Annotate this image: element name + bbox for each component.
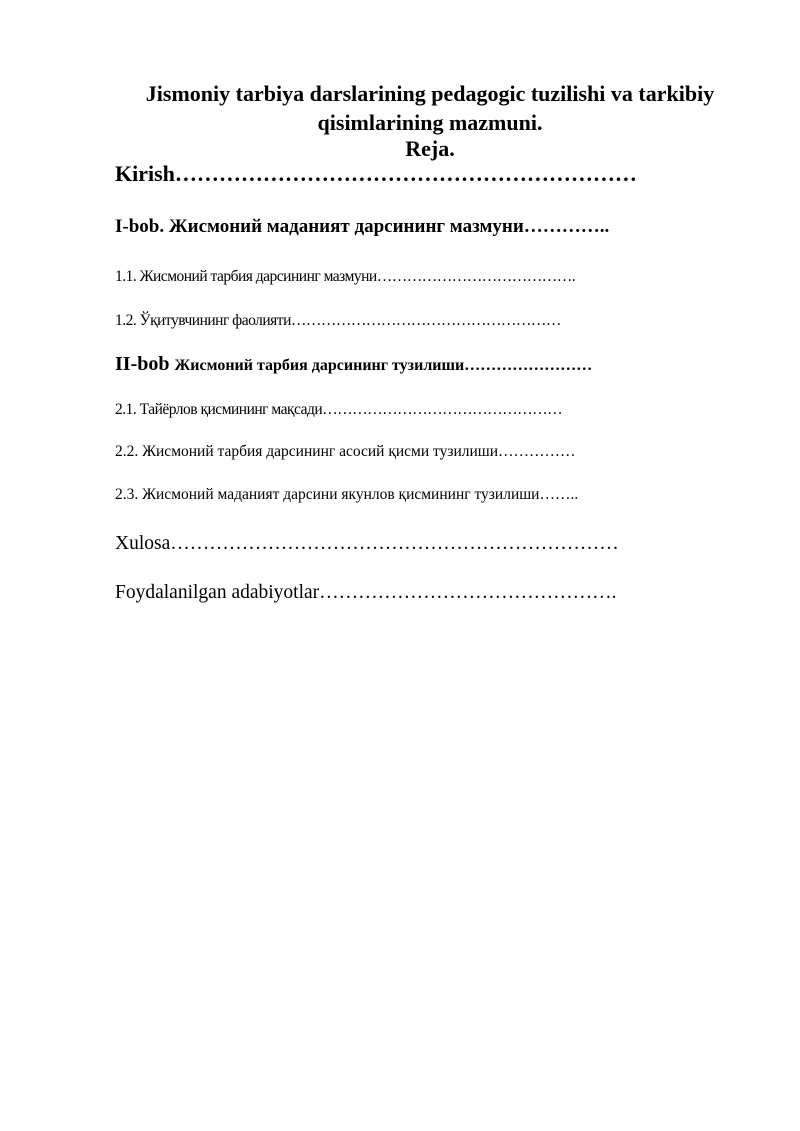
toc-chapter-2 [115,353,592,376]
toc-section-2-2: 2.2. Жисмоний тарбия дарсининг асосий қисми тузилиши…………… [115,443,576,460]
toc-section-1-1: 1.1. Жисмоний тарбия дарсининг мазмуни…………………………………. [115,268,576,285]
toc-section-1-2: 1.2. Ўқитувчининг фаолияти……………………………………………… [115,312,561,329]
title-line-1: Jismoniy tarbiya darslarining pedagogic tuzilishi va tarkibiy [145,81,715,106]
toc-chapter-2-prefix: II-bob [115,353,175,375]
toc-section-2-1: 2.1. Тайёрлов қисмининг мақсади………………………………………… [115,401,563,418]
title-line-2: qisimlarining mazmuni. [317,110,543,135]
toc-references: Foydalanilgan adabiyotlar………………………………………. [115,582,617,603]
document-title [100,79,760,137]
toc-section-2-3: 2.3. Жисмоний маданият дарсини якунлов қисмининг тузилиши…….. [115,486,579,503]
toc-intro: Kirish……………………………………………………… [115,161,637,186]
toc-conclusion: Xulosa…………………………………………………………… [115,533,619,554]
toc-chapter-2-title: Жисмоний тарбия дарсининг тузилиши…………………… [174,357,593,374]
plan-heading: Reja. [405,136,455,161]
toc-chapter-1: I-bob. Жисмоний маданият дарсининг мазмуни………….. [115,216,610,237]
